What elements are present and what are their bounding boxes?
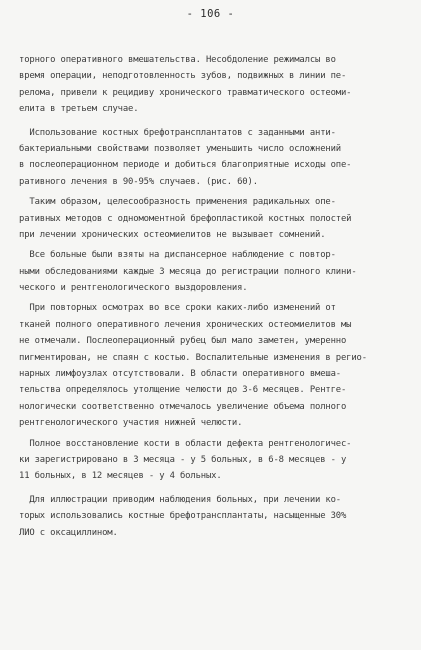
text-line: 11 больных, в 12 месяцев - у 4 больных. (19, 471, 222, 482)
text-line: рентгенологического участия нижней челюсти. (19, 418, 243, 429)
text-line: в послеоперационном периоде и добиться благоприятные исходы опе- (19, 160, 352, 171)
text-line: Использование костных брефотрансплантатов с заданными анти- (19, 127, 336, 138)
text-line: ки зарегистрировано в 3 месяца - у 5 больных, в 6-8 месяцев - у (19, 454, 347, 465)
text-line: тканей полного оперативного лечения хронических остеомиелитов мы (19, 319, 352, 330)
text-line: релома, привели к рецидиву хронического травматического остеоми- (19, 87, 352, 98)
paragraph (19, 194, 409, 243)
text-line: время операции, неподготовленность зубов, подвижных в линии пе- (19, 71, 347, 82)
text-line: пигментирован, не спаян с костью. Воспалительные изменения в регио- (19, 352, 367, 363)
text-line: Все больные были взяты на диспансерное наблюдение с повтор- (19, 250, 336, 261)
text-line: не отмечали. Послеоперационный рубец был мало заметен, умеренно (19, 336, 347, 347)
page-number: - 106 - (186, 8, 235, 20)
text-line: Таким образом, целесообразность применения радикальных опе- (19, 197, 336, 208)
paragraph-gap (19, 118, 409, 125)
text-line: при лечении хронических остеомиелитов не вызывает сомнений. (19, 229, 326, 240)
body-text (19, 52, 409, 541)
text-line: торых использовались костные брефотрансплантаты, насыщенные 30% (19, 511, 347, 522)
text-line: ЛИО с оксациллином. (19, 527, 118, 538)
paragraph (19, 52, 409, 118)
paragraph (19, 247, 409, 296)
paragraph (19, 125, 409, 191)
text-line: бактериальными свойствами позволяет уменьшить число осложнений (19, 143, 341, 154)
text-line: тельства определялось утолщение челюсти до 3-6 месяцев. Рентге- (19, 385, 347, 396)
paragraph-gap (19, 485, 409, 492)
text-line: При повторных осмотрах во все сроки каких-либо изменений от (19, 303, 336, 314)
text-line: ческого и рентгенологического выздоровления. (19, 283, 248, 294)
text-line: торного оперативного вмешательства. Несобдоление режималсы во (19, 55, 336, 65)
text-line: нарных лимфоузлах отсутствовали. В области оперативного вмеша- (19, 369, 341, 380)
text-line: ративного лечения в 90-95% случаев. (рис. 60). (19, 176, 258, 187)
paragraph (19, 436, 409, 485)
text-line: Для иллюстрации приводим наблюдения больных, при лечении ко- (19, 494, 341, 505)
text-line: ративных методов с одномоментной брефопластикой костных полостей (19, 213, 352, 224)
text-line: нологически соответственно отмечалось увеличение объема полного (19, 401, 347, 412)
paragraph (19, 492, 409, 541)
paragraph (19, 300, 409, 431)
text-line: елита в третьем случае. (19, 104, 139, 115)
text-line: Полное восстановление кости в области дефекта рентгенологичес- (19, 438, 352, 449)
text-line: ными обследованиями каждые 3 месяца до регистрации полного клини- (19, 266, 357, 277)
